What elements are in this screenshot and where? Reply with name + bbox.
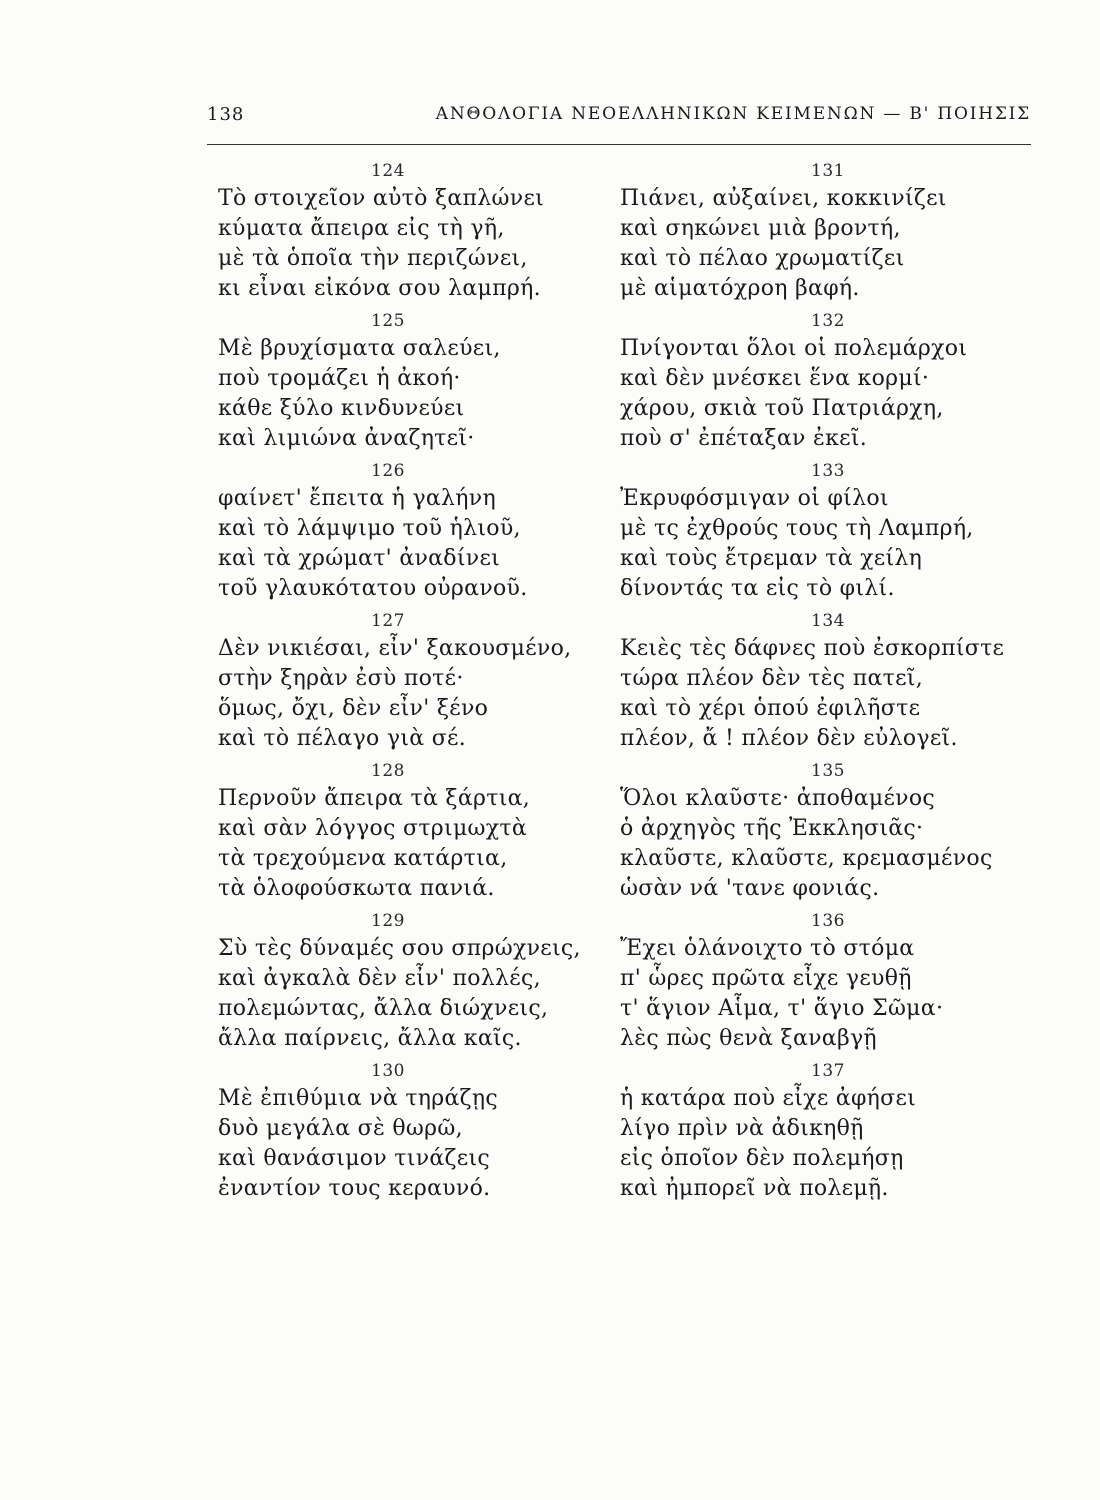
verse-line: εἰς ὁποῖον δὲν πολεμήσῃ: [620, 1146, 904, 1171]
verse-line: μὲ τς ἐχθρούς τους τὴ Λαμπρή,: [620, 516, 974, 541]
stanza: [618, 1058, 1038, 1204]
stanza: [198, 908, 618, 1054]
verse-line: δυὸ μεγάλα σὲ θωρῶ,: [218, 1116, 463, 1141]
verse-line: ποὺ σ' ἐπέταξαν ἐκεῖ.: [620, 426, 868, 451]
page-number: 138: [207, 104, 245, 125]
verse-line: καὶ τὸ πέλαγο γιὰ σέ.: [218, 726, 467, 751]
running-head: ΑΝΘΟΛΟΓΙΑ ΝΕΟΕΛΛΗΝΙΚΩΝ ΚΕΙΜΕΝΩΝ — Β' ΠΟΙΗΣΙΣ: [435, 104, 1031, 124]
stanza: [618, 908, 1038, 1054]
verse-line: ἄλλα παίρνεις, ἄλλα καῖς.: [218, 1026, 522, 1051]
verse-line: ἐναντίον τους κεραυνό.: [218, 1176, 491, 1201]
stanza-number: 124: [371, 161, 405, 181]
verse-line: καὶ δὲν μνέσκει ἕνα κορμί·: [620, 366, 930, 391]
page-header: [207, 104, 1031, 144]
verse-line: κλαῦστε, κλαῦστε, κρεμασμένος: [620, 846, 993, 871]
verse-line: Πιάνει, αὐξαίνει, κοκκινίζει: [620, 186, 947, 211]
verse-line: λὲς πὼς θενὰ ξαναβγῇ: [620, 1026, 877, 1051]
stanza: [198, 308, 618, 454]
stanza-number: 126: [371, 461, 405, 481]
stanza: [618, 758, 1038, 904]
verse-line: Μὲ ἐπιθύμια νὰ τηράζῃς: [218, 1086, 498, 1111]
verse-line: καὶ σηκώνει μιὰ βροντή,: [620, 216, 901, 241]
verse-line: κι εἶναι εἰκόνα σου λαμπρή.: [218, 276, 541, 301]
stanza: [618, 608, 1038, 754]
verse-line: κύματα ἄπειρα εἰς τὴ γῆ,: [218, 216, 505, 241]
verse-line: ὁ ἀρχηγὸς τῆς Ἐκκλησιᾶς·: [620, 816, 924, 841]
stanza-number: 133: [811, 461, 845, 481]
verse-line: Περνοῦν ἄπειρα τὰ ξάρτια,: [218, 786, 531, 811]
verse-line: ὅμως, ὄχι, δὲν εἶν' ξένο: [218, 696, 489, 721]
verse-line: τοῦ γλαυκότατου οὐρανοῦ.: [218, 576, 528, 601]
verse-line: τὰ τρεχούμενα κατάρτια,: [218, 846, 508, 871]
stanza: [618, 458, 1038, 604]
verse-line: φαίνετ' ἔπειτα ἡ γαλήνη: [218, 486, 496, 511]
verse-line: καὶ τὰ χρώματ' ἀναδίνει: [218, 546, 501, 571]
verse-line: κάθε ξύλο κινδυνεύει: [218, 396, 465, 421]
verse-line: καὶ τὸ πέλαο χρωματίζει: [620, 246, 905, 271]
verse-line: ποὺ τρομάζει ἡ ἀκοή·: [218, 366, 461, 391]
verse-line: στὴν ξηρὰν ἐσὺ ποτέ·: [218, 666, 464, 691]
stanza-number: 135: [811, 761, 845, 781]
verse-line: καὶ σὰν λόγγος στριμωχτὰ: [218, 816, 528, 841]
right-column: [618, 158, 1038, 1208]
verse-line: καὶ ἀγκαλὰ δὲν εἶν' πολλές,: [218, 966, 541, 991]
verse-line: Δὲν νικιέσαι, εἶν' ξακουσμένο,: [218, 636, 572, 661]
header-rule: [207, 144, 1031, 145]
stanza: [198, 1058, 618, 1204]
verse-line: λίγο πρὶν νὰ ἀδικηθῇ: [620, 1116, 864, 1141]
stanza: [618, 158, 1038, 304]
verse-line: χάρου, σκιὰ τοῦ Πατριάρχη,: [620, 396, 944, 421]
verse-line: Πνίγονται ὅλοι οἱ πολεμάρχοι: [620, 336, 968, 361]
verse-line: Ἐκρυφόσμιγαν οἱ φίλοι: [620, 486, 889, 511]
verse-line: καὶ ἠμπορεῖ νὰ πολεμῇ.: [620, 1176, 889, 1201]
left-column: [198, 158, 618, 1208]
verse-line: Κειὲς τὲς δάφνες ποὺ ἐσκορπίστε: [620, 636, 1005, 661]
stanza-number: 134: [811, 611, 845, 631]
verse-line: ὡσὰν νά 'τανε φονιάς.: [620, 876, 880, 901]
verse-line: καὶ τὸ χέρι ὁπού ἐφιλῆστε: [620, 696, 921, 721]
verse-line: πολεμώντας, ἄλλα διώχνεις,: [218, 996, 549, 1021]
stanza: [198, 458, 618, 604]
stanza: [198, 758, 618, 904]
verse-line: τ' ἅγιον Αἷμα, τ' ἅγιο Σῶμα·: [620, 996, 944, 1021]
stanza-number: 131: [811, 161, 845, 181]
stanza: [198, 608, 618, 754]
verse-line: τώρα πλέον δὲν τὲς πατεῖ,: [620, 666, 924, 691]
stanza-number: 136: [811, 911, 845, 931]
verse-line: Μὲ βρυχίσματα σαλεύει,: [218, 336, 501, 361]
verse-line: μὲ τὰ ὁποῖα τὴν περιζώνει,: [218, 246, 528, 271]
verse-line: Ἔχει ὁλάνοιχτο τὸ στόμα: [620, 936, 915, 961]
verse-line: καὶ τὸ λάμψιμο τοῦ ἡλιοῦ,: [218, 516, 521, 541]
stanza: [198, 158, 618, 304]
stanza-number: 129: [371, 911, 405, 931]
verse-line: τὰ ὁλοφούσκωτα πανιά.: [218, 876, 495, 901]
stanza-number: 128: [371, 761, 405, 781]
stanza-number: 132: [811, 311, 845, 331]
stanza-number: 137: [811, 1061, 845, 1081]
verse-line: μὲ αἱματόχροη βαφή.: [620, 276, 860, 301]
stanza-number: 125: [371, 311, 405, 331]
stanza: [618, 308, 1038, 454]
stanza-number: 127: [371, 611, 405, 631]
verse-line: Τὸ στοιχεῖον αὐτὸ ξαπλώνει: [218, 186, 545, 211]
verse-line: ἡ κατάρα ποὺ εἶχε ἀφήσει: [620, 1086, 917, 1111]
verse-line: καὶ λιμιώνα ἀναζητεῖ·: [218, 426, 475, 451]
verse-line: π' ὧρες πρῶτα εἶχε γευθῇ: [620, 966, 912, 991]
verse-line: δίνοντάς τα εἰς τὸ φιλί.: [620, 576, 895, 601]
verse-line: καὶ τοὺς ἔτρεμαν τὰ χείλη: [620, 546, 923, 571]
verse-line: Σὺ τὲς δύναμές σου σπρώχνεις,: [218, 936, 581, 961]
verse-line: καὶ θανάσιμον τινάζεις: [218, 1146, 491, 1171]
stanza-number: 130: [371, 1061, 405, 1081]
verse-line: πλέον, ἄ ! πλέον δὲν εὐλογεῖ.: [620, 726, 958, 751]
verse-line: Ὅλοι κλαῦστε· ἀποθαμένος: [620, 786, 936, 811]
